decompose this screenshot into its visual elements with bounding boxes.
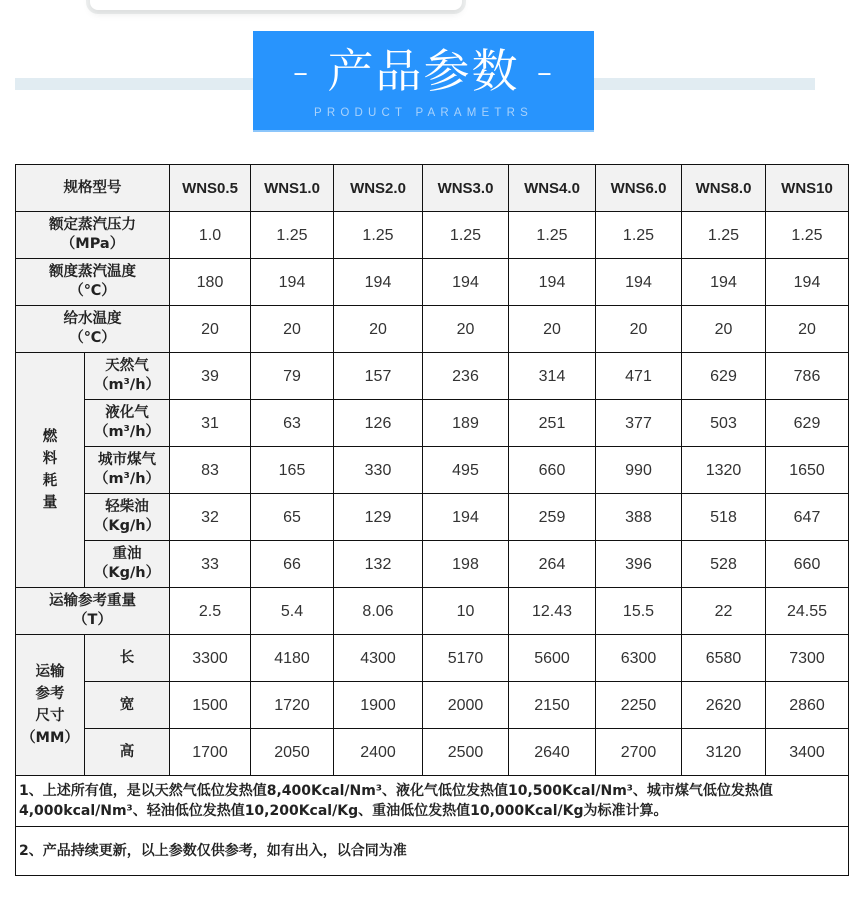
value-cell: 236	[423, 353, 509, 400]
fuel-type-header	[85, 353, 170, 400]
row-label: 额定蒸汽压力	[49, 217, 136, 233]
value-cell: 194	[596, 259, 682, 306]
product-parameters-table	[15, 164, 849, 876]
value-cell: 2640	[509, 729, 596, 776]
value-cell: 660	[509, 447, 596, 494]
note-row	[16, 827, 849, 876]
row-label: 轻柴油	[105, 499, 149, 515]
fuel-type-header	[85, 447, 170, 494]
value-cell: 4300	[334, 635, 423, 682]
value-cell: 126	[334, 400, 423, 447]
value-cell: 2000	[423, 682, 509, 729]
value-cell: 990	[596, 447, 682, 494]
value-cell: 7300	[766, 635, 849, 682]
value-cell: 1.0	[170, 212, 251, 259]
fuel-type-header	[85, 400, 170, 447]
value-cell: 660	[766, 541, 849, 588]
value-cell: 79	[251, 353, 334, 400]
value-cell: 5.4	[251, 588, 334, 635]
group-char: 量	[42, 495, 58, 511]
row-label: 重油	[112, 546, 142, 562]
row-unit: （m³/h）	[93, 471, 161, 487]
note-text: 2、产品持续更新，以上参数仅供参考，如有出入，以合同为准	[16, 827, 849, 876]
row-unit: （Kg/h）	[93, 518, 161, 534]
model-header: WNS8.0	[682, 165, 766, 212]
model-header: WNS1.0	[251, 165, 334, 212]
table-row-size	[16, 682, 849, 729]
value-cell: 388	[596, 494, 682, 541]
value-cell: 2700	[596, 729, 682, 776]
model-header: WNS10	[766, 165, 849, 212]
row-header	[16, 306, 170, 353]
row-label: 额度蒸汽温度	[49, 264, 136, 280]
value-cell: 1900	[334, 682, 423, 729]
value-cell: 1.25	[423, 212, 509, 259]
group-char: 耗	[42, 473, 58, 489]
value-cell: 6300	[596, 635, 682, 682]
value-cell: 259	[509, 494, 596, 541]
section-banner	[253, 31, 594, 132]
table-row-fuel	[16, 400, 849, 447]
value-cell: 66	[251, 541, 334, 588]
value-cell: 2500	[423, 729, 509, 776]
value-cell: 24.55	[766, 588, 849, 635]
model-header: WNS6.0	[596, 165, 682, 212]
model-header: WNS2.0	[334, 165, 423, 212]
row-unit: （℃）	[69, 283, 116, 299]
value-cell: 1.25	[251, 212, 334, 259]
value-cell: 194	[423, 259, 509, 306]
value-cell: 2860	[766, 682, 849, 729]
value-cell: 20	[334, 306, 423, 353]
value-cell: 20	[423, 306, 509, 353]
value-cell: 264	[509, 541, 596, 588]
row-header	[16, 588, 170, 635]
table-row-weight	[16, 588, 849, 635]
value-cell: 3120	[682, 729, 766, 776]
table-row-size	[16, 635, 849, 682]
value-cell: 377	[596, 400, 682, 447]
value-cell: 20	[596, 306, 682, 353]
value-cell: 647	[766, 494, 849, 541]
value-cell: 1.25	[509, 212, 596, 259]
row-unit: （T）	[73, 612, 112, 628]
value-cell: 495	[423, 447, 509, 494]
group-line: 运输	[35, 664, 65, 680]
value-cell: 194	[423, 494, 509, 541]
model-header: WNS3.0	[423, 165, 509, 212]
table-row-fuel	[16, 353, 849, 400]
value-cell: 194	[766, 259, 849, 306]
row-header	[16, 259, 170, 306]
value-cell: 20	[509, 306, 596, 353]
group-line: 参考	[35, 686, 65, 702]
value-cell: 20	[170, 306, 251, 353]
value-cell: 251	[509, 400, 596, 447]
value-cell: 629	[766, 400, 849, 447]
value-cell: 1.25	[682, 212, 766, 259]
table-row-fuel	[16, 447, 849, 494]
value-cell: 1500	[170, 682, 251, 729]
value-cell: 3300	[170, 635, 251, 682]
value-cell: 1650	[766, 447, 849, 494]
value-cell: 330	[334, 447, 423, 494]
value-cell: 2.5	[170, 588, 251, 635]
value-cell: 2400	[334, 729, 423, 776]
fuel-group-header	[16, 353, 85, 588]
note-row	[16, 776, 849, 827]
fuel-type-header	[85, 494, 170, 541]
group-char: 燃	[42, 429, 58, 445]
group-line: （MM）	[21, 730, 79, 746]
value-cell: 3400	[766, 729, 849, 776]
value-cell: 503	[682, 400, 766, 447]
value-cell: 1.25	[766, 212, 849, 259]
value-cell: 5600	[509, 635, 596, 682]
value-cell: 31	[170, 400, 251, 447]
row-label: 运输参考重量	[49, 593, 136, 609]
size-group-header	[16, 635, 85, 776]
value-cell: 1720	[251, 682, 334, 729]
row-label: 天然气	[105, 358, 149, 374]
dimension-header: 宽	[85, 682, 170, 729]
value-cell: 1.25	[596, 212, 682, 259]
value-cell: 194	[334, 259, 423, 306]
top-card-shadow	[90, 0, 462, 10]
value-cell: 528	[682, 541, 766, 588]
value-cell: 518	[682, 494, 766, 541]
group-line: 尺寸	[35, 708, 65, 724]
fuel-type-header	[85, 541, 170, 588]
value-cell: 132	[334, 541, 423, 588]
value-cell: 20	[251, 306, 334, 353]
model-header: WNS0.5	[170, 165, 251, 212]
value-cell: 65	[251, 494, 334, 541]
value-cell: 39	[170, 353, 251, 400]
value-cell: 5170	[423, 635, 509, 682]
row-label: 城市煤气	[98, 452, 156, 468]
value-cell: 8.06	[334, 588, 423, 635]
value-cell: 22	[682, 588, 766, 635]
value-cell: 2250	[596, 682, 682, 729]
value-cell: 180	[170, 259, 251, 306]
header-row	[16, 165, 849, 212]
value-cell: 10	[423, 588, 509, 635]
row-unit: （m³/h）	[93, 424, 161, 440]
value-cell: 1700	[170, 729, 251, 776]
value-cell: 396	[596, 541, 682, 588]
row-header	[16, 212, 170, 259]
group-char: 料	[42, 451, 58, 467]
table-row-fuel	[16, 494, 849, 541]
corner-label: 规格型号	[16, 165, 170, 212]
row-label: 给水温度	[63, 311, 122, 327]
value-cell: 4180	[251, 635, 334, 682]
value-cell: 6580	[682, 635, 766, 682]
dimension-header: 长	[85, 635, 170, 682]
value-cell: 629	[682, 353, 766, 400]
value-cell: 20	[766, 306, 849, 353]
table-row-feed-temp	[16, 306, 849, 353]
value-cell: 2150	[509, 682, 596, 729]
value-cell: 786	[766, 353, 849, 400]
row-unit: （℃）	[69, 330, 116, 346]
table-row-fuel	[16, 541, 849, 588]
dimension-header: 高	[85, 729, 170, 776]
value-cell: 15.5	[596, 588, 682, 635]
value-cell: 1.25	[334, 212, 423, 259]
value-cell: 194	[251, 259, 334, 306]
row-unit: （m³/h）	[93, 377, 161, 393]
value-cell: 129	[334, 494, 423, 541]
value-cell: 165	[251, 447, 334, 494]
value-cell: 157	[334, 353, 423, 400]
section-subtitle: PRODUCT PARAMETRS	[314, 107, 533, 119]
value-cell: 194	[509, 259, 596, 306]
value-cell: 189	[423, 400, 509, 447]
row-unit: （MPa）	[60, 236, 125, 252]
value-cell: 314	[509, 353, 596, 400]
value-cell: 83	[170, 447, 251, 494]
value-cell: 63	[251, 400, 334, 447]
value-cell: 471	[596, 353, 682, 400]
section-title: - 产品参数 -	[292, 44, 555, 98]
value-cell: 198	[423, 541, 509, 588]
table-row-steam-temp	[16, 259, 849, 306]
row-label: 液化气	[105, 405, 149, 421]
value-cell: 12.43	[509, 588, 596, 635]
table-row-pressure	[16, 212, 849, 259]
value-cell: 33	[170, 541, 251, 588]
row-unit: （Kg/h）	[93, 565, 161, 581]
value-cell: 2050	[251, 729, 334, 776]
value-cell: 20	[682, 306, 766, 353]
note-text: 1、上述所有值，是以天然气低位发热值8,400Kcal/Nm³、液化气低位发热值10,500Kcal/Nm³、城市煤气低位发热值4,000kcal/Nm³、轻油低位发热值10,200Kcal/Kg、重油低位发热值10,000Kcal/Kg为标准计算。	[16, 776, 849, 827]
table-row-size	[16, 729, 849, 776]
value-cell: 32	[170, 494, 251, 541]
value-cell: 1320	[682, 447, 766, 494]
value-cell: 2620	[682, 682, 766, 729]
value-cell: 194	[682, 259, 766, 306]
model-header: WNS4.0	[509, 165, 596, 212]
